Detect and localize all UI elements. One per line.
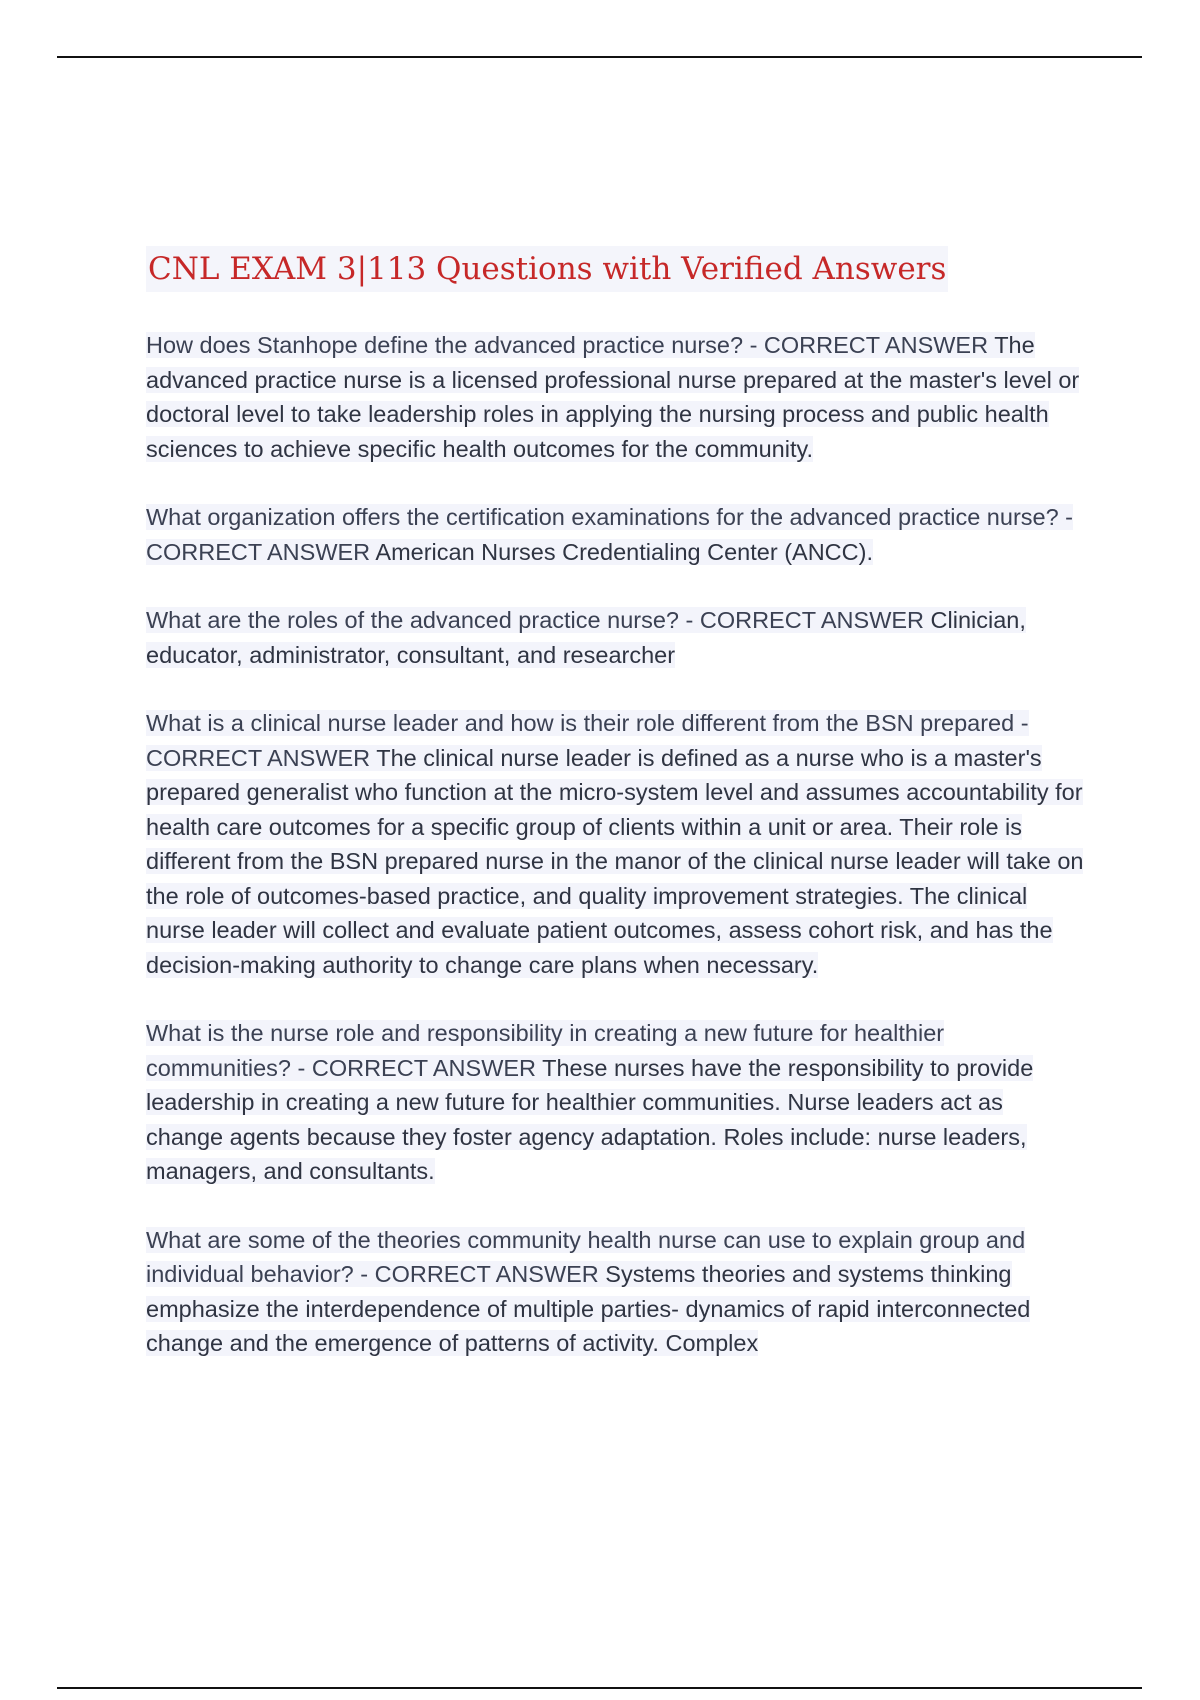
answer-text: Systems theories and systems thinking emphasize the interdependence of multiple parties- dynamics of rapid interconnected change and the emergence of patterns of activity. Complex: [146, 1261, 1031, 1356]
answer-text: The advanced practice nurse is a licensed professional nurse prepared at the master's level or doctoral level to take leadership roles in applying the nursing process and public health sciences to achieve specific health outcomes for the community.: [146, 332, 1080, 462]
answer-text: Clinician, educator, administrator, consultant, and researcher: [146, 607, 1026, 668]
qa-item-4: [146, 706, 1086, 982]
top-rule: [57, 56, 1142, 58]
answer-text: The clinical nurse leader is defined as a nurse who is a master's prepared generalist who function at the micro-system level and assumes accountability for health care outcomes for a specific group of clients within a unit or area. Their role is different from the BSN prepared nurse in the manor of the clinical nurse leader will take on the role of outcomes-based practice, and quality improvement strategies. The clinical nurse leader will collect and evaluate patient outcomes, assess cohort risk, and has the decision-making authority to change care plans when necessary.: [146, 744, 1084, 978]
document-title: CNL EXAM 3|113 Questions with Verified Answers: [146, 246, 948, 292]
qa-list: [146, 328, 1086, 1395]
question-text: What organization offers the certification examinations for the advanced practice nurse?: [146, 504, 1059, 530]
qa-item-3: [146, 603, 1086, 672]
answer-separator: - CORRECT ANSWER: [743, 332, 995, 358]
answer-separator: - CORRECT ANSWER: [146, 504, 1074, 565]
question-text: How does Stanhope define the advanced practice nurse?: [146, 332, 744, 358]
answer-separator: - CORRECT ANSWER: [353, 1261, 606, 1287]
qa-item-5: [146, 1016, 1086, 1189]
qa-item-2: [146, 500, 1086, 569]
qa-item-1: [146, 328, 1086, 466]
question-text: What are the roles of the advanced practice nurse?: [146, 607, 679, 633]
question-text: What are some of the theories community health nurse can use to explain group and individual behavior?: [146, 1226, 1026, 1287]
bottom-rule: [57, 1687, 1142, 1689]
answer-separator: - CORRECT ANSWER: [146, 710, 1029, 771]
answer-separator: - CORRECT ANSWER: [290, 1054, 543, 1081]
qa-item-6: [146, 1223, 1086, 1361]
question-text: What is a clinical nurse leader and how is their role different from the BSN prepared: [146, 710, 1015, 736]
answer-text: American Nurses Credentialing Center (ANCC).: [375, 538, 873, 565]
answer-text: These nurses have the responsibility to provide leadership in creating a new future for healthier communities. Nurse leaders act as change agents because they foster agency adaptation. Roles include: nurse leaders, managers, and consultants.: [146, 1054, 1034, 1184]
question-text: What is the nurse role and responsibility in creating a new future for healthier communities?: [146, 1020, 945, 1081]
answer-separator: - CORRECT ANSWER: [678, 607, 931, 633]
